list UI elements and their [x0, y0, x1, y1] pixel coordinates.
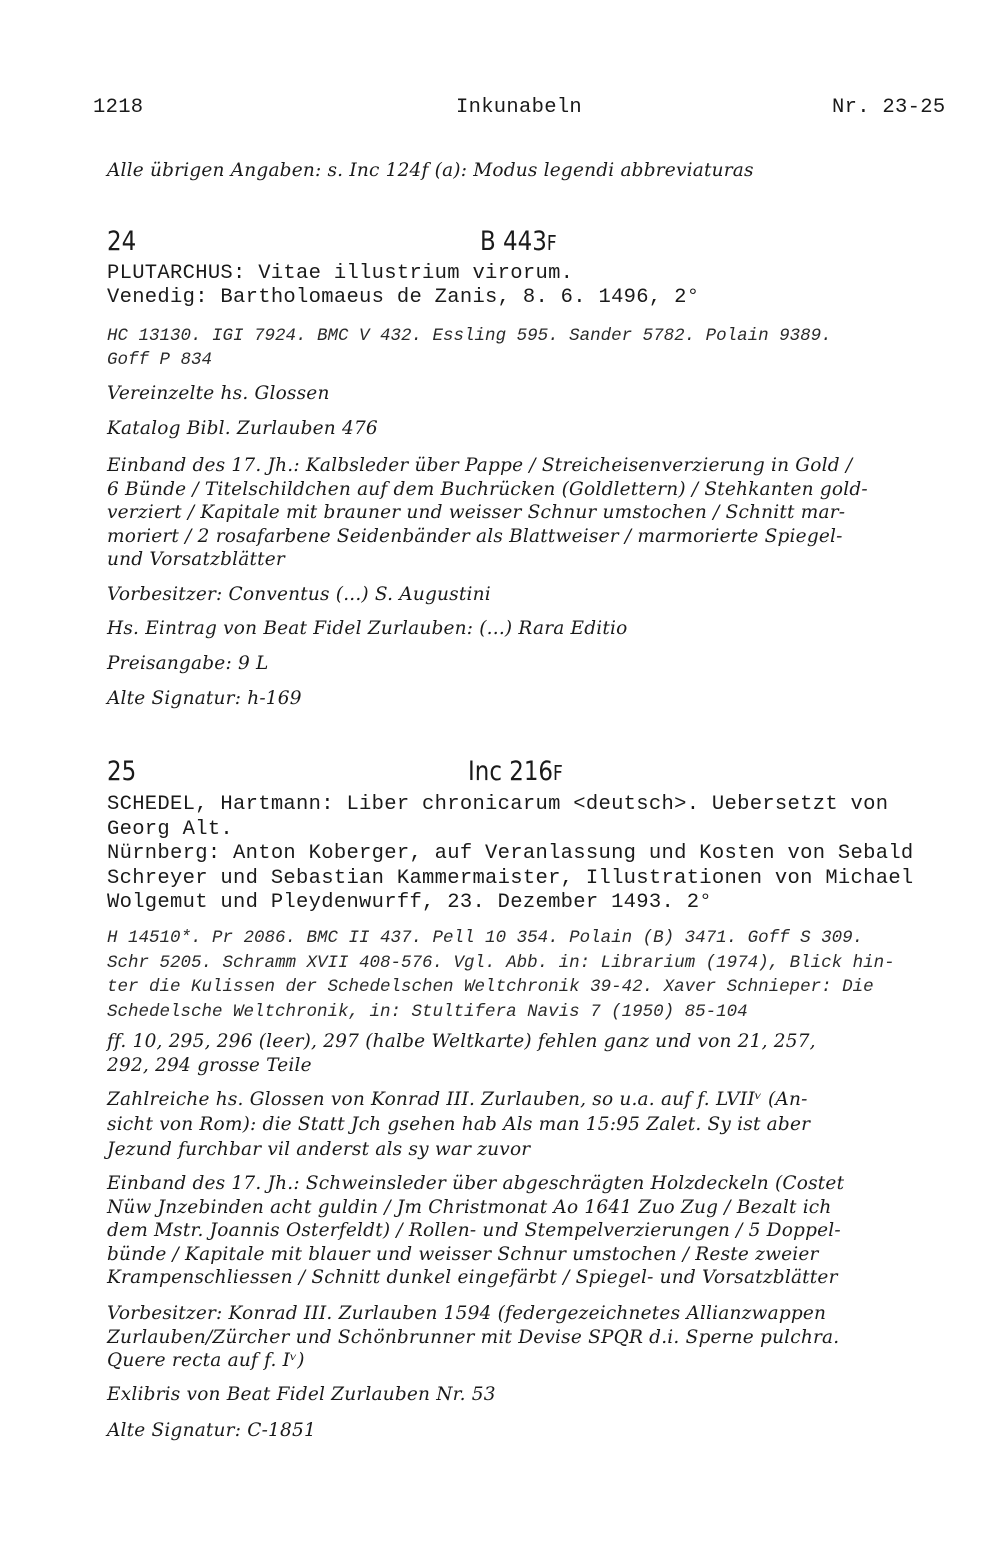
entry-25-alte-signatur: Alte Signatur: C-1851	[107, 1420, 316, 1441]
title-line: Schreyer und Sebastian Kammermaister, Illustrationen von Michael	[107, 866, 914, 890]
shelfmark-25-main: Inc 216	[468, 756, 554, 787]
entry-25-vorbesitzer	[107, 1302, 839, 1373]
glossen-line: sicht von Rom): die Statt Jch gsehen hab Als man 15:95 Zalet. Sy ist aber	[107, 1114, 811, 1135]
entry-24-title: PLUTARCHUS: Vitae illustrium virorum.	[107, 262, 574, 285]
entry-number-24: 24	[107, 226, 137, 257]
vorbesitzer-line: Zurlauben/Zürcher und Schönbrunner mit Devise SPQR d.i. Sperne pulchra.	[107, 1326, 840, 1348]
entry-24-references-1: HC 13130. IGI 7924. BMC V 432. Essling 595. Sander 5782. Polain 9389.	[107, 326, 832, 346]
entry-25-einband	[107, 1172, 844, 1290]
einband-line: und Vorsatzblätter	[107, 549, 285, 570]
entry-24-glossen: Vereinzelte hs. Glossen	[107, 383, 330, 404]
einband-line: bünde / Kapitale mit blauer und weisser Schnur umstochen / Reste zweier	[107, 1243, 819, 1265]
entry-24-references-2: Goff P 834	[107, 350, 213, 370]
entry-25-fehlen	[107, 1030, 816, 1078]
page-number: 1218	[93, 96, 144, 119]
einband-line: verziert / Kapitale mit brauner und weisser Schnur umstochen / Schnitt mar-	[107, 502, 846, 523]
shelfmark-25	[468, 756, 563, 787]
einband-line: Krampenschliessen / Schnitt dunkel eingefärbt / Spiegel- und Vorsatzblätter	[107, 1267, 838, 1288]
shelfmark-25-suffix: F	[553, 761, 563, 785]
einband-line: moriert / 2 rosafarbene Seidenbänder als Blattweiser / marmorierte Spiegel-	[107, 525, 843, 547]
fehlen-line: ff. 10, 295, 296 (leer), 297 (halbe Weltkarte) fehlen ganz und von 21, 257,	[107, 1031, 816, 1052]
title-line: Georg Alt.	[107, 817, 234, 841]
glossen-line: Jezund furchbar vil anderst als sy war zuvor	[107, 1139, 531, 1160]
entry-25-title	[107, 793, 914, 916]
entry-24-eintrag: Hs. Eintrag von Beat Fidel Zurlauben: (...) Rara Editio	[107, 618, 628, 639]
title-line: Nürnberg: Anton Koberger, auf Veranlassung und Kosten von Sebald	[107, 842, 914, 865]
reference-line: ter die Kulissen der Schedelschen Weltchronik 39-42. Xaver Schnieper: Die	[107, 977, 874, 997]
title-line: SCHEDEL, Hartmann: Liber chronicarum <deutsch>. Uebersetzt von	[107, 793, 889, 816]
vorbesitzer-line: Quere recta auf f. Iᵛ)	[107, 1350, 305, 1371]
shelfmark-24-main: B 443	[480, 226, 547, 257]
einband-line: dem Mstr. Joannis Osterfeldt) / Rollen- und Stempelverzierungen / 5 Doppel-	[107, 1220, 841, 1241]
glossen-line: Zahlreiche hs. Glossen von Konrad III. Zurlauben, so u.a. auf f. LVIIᵛ (An-	[107, 1089, 808, 1110]
running-title: Inkunabeln	[456, 96, 583, 119]
einband-line: Einband des 17. Jh.: Schweinsleder über abgeschrägten Holzdeckeln (Costet	[107, 1173, 845, 1194]
einband-line: Einband des 17. Jh.: Kalbsleder über Pappe / Streicheisenverzierung in Gold /	[107, 455, 853, 476]
entry-24-vorbesitzer: Vorbesitzer: Conventus (...) S. Augustini	[107, 584, 491, 605]
entry-24-katalog: Katalog Bibl. Zurlauben 476	[107, 418, 378, 439]
fehlen-line: 292, 294 grosse Teile	[107, 1055, 312, 1076]
entry-24-imprint: Venedig: Bartholomaeus de Zanis, 8. 6. 1496, 2°	[107, 286, 700, 309]
intro-note: Alle übrigen Angaben: s. Inc 124f (a): Modus legendi abbreviaturas	[107, 160, 754, 181]
title-line: Wolgemut und Pleydenwurff, 23. Dezember 1493. 2°	[107, 891, 712, 914]
shelfmark-24-suffix: F	[546, 231, 557, 255]
einband-line: Nüw Jnzebinden acht guldin / Jm Christmonat Ao 1641 Zuo Zug / Bezalt ich	[107, 1196, 832, 1218]
vorbesitzer-line: Vorbesitzer: Konrad III. Zurlauben 1594 (federgezeichnetes Allianzwappen	[107, 1303, 827, 1324]
entry-range: Nr. 23-25	[832, 96, 946, 119]
einband-line: 6 Bünde / Titelschildchen auf dem Buchrücken (Goldlettern) / Stehkanten gold-	[107, 478, 868, 500]
entry-25-references	[107, 926, 895, 1024]
reference-line: H 14510*. Pr 2086. BMC II 437. Pell 10 354. Polain (B) 3471. Goff S 309.	[107, 928, 864, 948]
entry-24-einband	[107, 454, 868, 572]
entry-25-glossen	[107, 1087, 810, 1162]
shelfmark-24	[480, 226, 557, 257]
entry-24-preis: Preisangabe: 9 L	[107, 653, 269, 674]
entry-25-exlibris: Exlibris von Beat Fidel Zurlauben Nr. 53	[107, 1384, 496, 1405]
reference-line: Schedelsche Weltchronik, in: Stultifera Navis 7 (1950) 85-104	[107, 1001, 748, 1022]
entry-number-25: 25	[107, 756, 137, 787]
reference-line: Schr 5205. Schramm XVII 408-576. Vgl. Abb. in: Librarium (1974), Blick hin-	[107, 952, 895, 973]
entry-24-alte-signatur: Alte Signatur: h-169	[107, 688, 302, 709]
